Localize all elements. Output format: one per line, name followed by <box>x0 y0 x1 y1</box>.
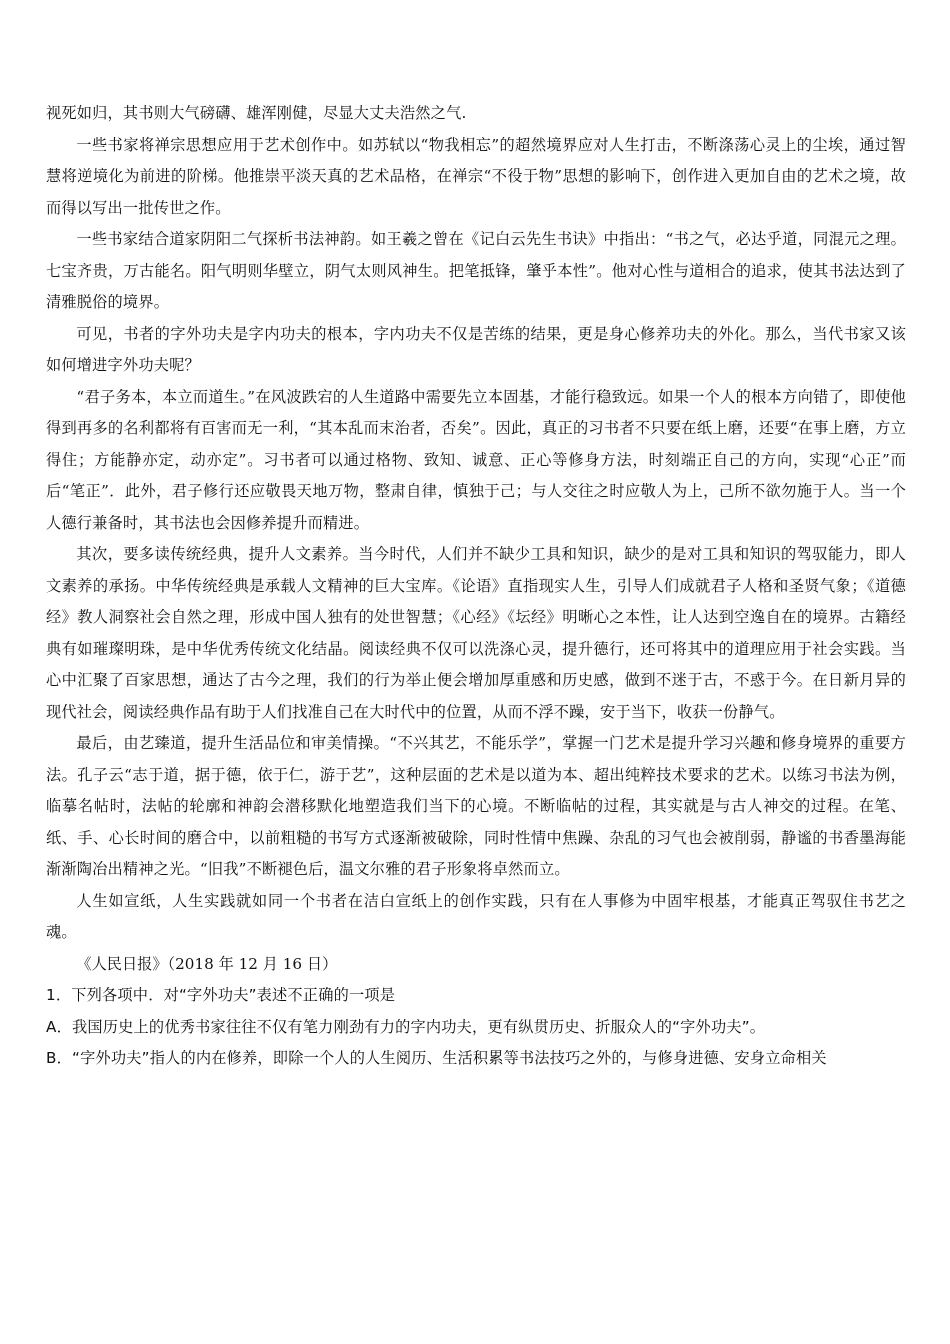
article-paragraph-8: 人生如宣纸，人生实践就如同一个书者在洁白宣纸上的创作实践，只有在人事修为中固牢根基，才能真正驾驭住书艺之魂。 <box>46 891 906 941</box>
article-paragraph-1: 视死如归，其书则大气磅礴、雄浑刚健，尽显大丈夫浩然之气. <box>46 104 467 122</box>
article-paragraph-4: 可见，书者的字外功夫是字内功夫的根本，字内功夫不仅是苦练的结果，更是身心修养功夫的外化。那么，当代书家又该如何增进字外功夫呢？ <box>46 324 906 374</box>
question-option-a <box>46 1012 906 1044</box>
option-text: 我国历史上的优秀书家往往不仅有笔力刚劲有力的字内功夫，更有纵贯历史、折服众人的“字外功夫”。 <box>71 1017 766 1036</box>
article-paragraph-2: 一些书家将禅宗思想应用于艺术创作中。如苏轼以“物我相忘”的超然境界应对人生打击，不断涤荡心灵上的尘埃，通过智慧将逆境化为前进的阶梯。他推崇平淡天真的艺术品格，在禅宗“不役于物”思想的影响下，创作进入更加自由的艺术之境，故而得以写出一批传世之作。 <box>46 135 906 217</box>
option-text: “字外功夫”指人的内在修养，即除一个人的人生阅历、生活积累等书法技巧之外的，与修身进德、安身立命相关 <box>72 1049 827 1067</box>
article-paragraph-3: 一些书家结合道家阴阳二气探析书法神韵。如王羲之曾在《记白云先生书诀》中指出：“书之气，必达乎道，同混元之理。七宝齐贵，万古能名。阳气明则华壁立，阴气太则风神生。把笔抵锋，肇乎本性”。他对心性与道相合的追求，使其书法达到了清雅脱俗的境界。 <box>46 230 906 311</box>
question-stem: 1．下列各项中．对“字外功夫”表述不正确的一项是 <box>46 986 396 1004</box>
option-letter: B． <box>46 1049 73 1067</box>
option-letter: A． <box>46 1017 72 1036</box>
article-paragraph-6: 其次，要多读传统经典，提升人文素养。当今时代，人们并不缺少工具和知识，缺少的是对工具和知识的驾驭能力，即人文素养的承扬。中华传统经典是承载人文精神的巨大宝库。《论语》直指现实人生，引导人们成就君子人格和圣贤气象；《道德经》教人洞察社会自然之理，形成中国人独有的处世智慧；《心经》《坛经》明晰心之本性，让人达到空逸自在的境界。古籍经典有如璀璨明珠，是中华优秀传统文化结晶。阅读经典不仅可以洗涤心灵，提升德行，还可将其中的道理应用于社会实践。当心中汇聚了百家思想，通达了古今之理，我们的行为举止便会增加厚重感和历史感，做到不迷于古，不惑于今。在日新月异的现代社会，阅读经典作品有助于人们找准自己在大时代中的位置，从而不浮不躁，安于当下，收获一份静气。 <box>46 545 906 721</box>
article-paragraph-5: “君子务本，本立而道生。”在风波跌宕的人生道路中需要先立本固基，才能行稳致远。如果一个人的根本方向错了，即使他得到再多的名利都将有百害而无一利，“其本乱而末治者，否矣”。因此，真正的习书者不只要在纸上磨，还要“在事上磨，方立得住；方能静亦定，动亦定”。习书者可以通过格物、致知、诚意、正心等修身方法，时刻端正自己的方向，实现“心正”而后“笔正”．此外，君子修行还应敬畏天地万物，整肃自律，慎独于己；与人交往之时应敬人为上，己所不欲勿施于人。当一个人德行兼备时，其书法也会因修养提升而精进。 <box>46 387 906 532</box>
document-page <box>46 98 906 1075</box>
article-paragraph-7: 最后，由艺臻道，提升生活品位和审美情操。“不兴其艺，不能乐学”，掌握一门艺术是提升学习兴趣和修身境界的重要方法。孔子云“志于道，据于德，依于仁，游于艺”，这种层面的艺术是以道为本、超出纯粹技术要求的艺术。以练习书法为例，临摹名帖时，法帖的轮廓和神韵会潜移默化地塑造我们当下的心境。不断临帖的过程，其实就是与古人神交的过程。在笔、纸、手、心长时间的磨合中，以前粗糙的书写方式逐渐被破除，同时性情中焦躁、杂乱的习气也会被削弱，静谧的书香墨海能渐渐陶冶出精神之光。“旧我”不断褪色后，温文尔雅的君子形象将卓然而立。 <box>46 734 906 878</box>
question-option-b <box>46 1043 906 1075</box>
article-source: 《人民日报》（2018 年 12 月 16 日） <box>76 954 338 973</box>
